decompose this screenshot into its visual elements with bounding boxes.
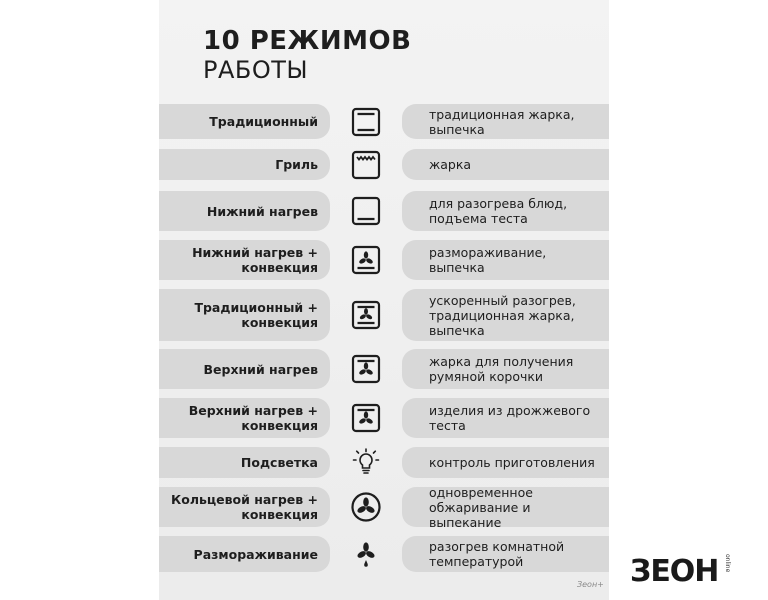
mode-description: размораживание, выпечка [402, 240, 609, 280]
mode-name: Нижний нагрев + конвекция [159, 240, 330, 280]
mode-name: Размораживание [159, 536, 330, 572]
bottom-heat-fan-icon [350, 244, 382, 276]
mode-description: контроль приготовления [402, 447, 609, 478]
mode-name: Традиционный + конвекция [159, 289, 330, 341]
mode-name: Кольцевой нагрев + конвекция [159, 487, 330, 527]
top-heat-icon [350, 353, 382, 385]
ring-heat-fan-icon [350, 491, 382, 523]
defrost-fan-icon [350, 538, 382, 570]
mode-name: Гриль [159, 149, 330, 180]
mode-name: Верхний нагрев [159, 349, 330, 389]
mode-description: жарка для получения румяной корочки [402, 349, 609, 389]
page-title [203, 27, 411, 84]
mode-description: традиционная жарка, выпечка [402, 104, 609, 139]
modes-card [159, 0, 609, 600]
mode-description: для разогрева блюд, подъема теста [402, 191, 609, 231]
brand-logo [630, 548, 740, 598]
mode-description: одновременное обжаривание и выпекание [402, 487, 609, 527]
mode-description: изделия из дрожжевого теста [402, 398, 609, 438]
title-line-2: РАБОТЫ [203, 55, 309, 84]
oven-top-bottom-heat-icon [350, 106, 382, 138]
watermark: Зеон+ [577, 580, 604, 589]
mode-name: Подсветка [159, 447, 330, 478]
mode-description: разогрев комнатной температурой [402, 536, 609, 572]
logo-sub: online [724, 554, 731, 573]
mode-description: ускоренный разогрев, традиционная жарка, выпечка [402, 289, 609, 341]
mode-name: Верхний нагрев + конвекция [159, 398, 330, 438]
bottom-heat-icon [350, 195, 382, 227]
mode-description: жарка [402, 149, 609, 180]
light-bulb-icon [350, 447, 382, 479]
grill-icon [350, 149, 382, 181]
top-heat-fan-icon [350, 402, 382, 434]
top-bottom-heat-fan-icon [350, 299, 382, 331]
title-line-1: 10 РЕЖИМОВ [203, 26, 412, 56]
mode-name: Традиционный [159, 104, 330, 139]
logo-brand: ЗЕОН [630, 554, 719, 589]
mode-name: Нижний нагрев [159, 191, 330, 231]
